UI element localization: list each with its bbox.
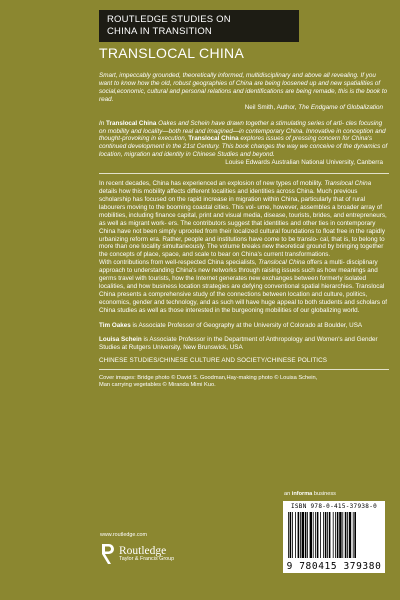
praise-quote-2: [99, 120, 389, 160]
description-paragraph-2: [99, 259, 389, 314]
series-banner: [99, 10, 299, 42]
author-bio-text: is Associate Professor in the Department of Anthropology and Women's and Gender Studies at Rutgers University, New Brunswick, USA: [99, 336, 378, 352]
informa-suffix: business: [312, 491, 336, 497]
description-book-title: Translocal China: [258, 259, 306, 267]
cover-credits-line-1: Cover images: Bridge photo © David S. Goodman,Hay-making photo © Louisa Schein,: [99, 375, 318, 382]
praise-quote-1: Smart, impeccably grounded, theoretically informed, multidisciplinary and above all revealing. If you want to know how the old, robust geographies of China are being loosened up and new spatialities of social,economic, cultural and personal relations and identifications are being remade, this is the book to read.: [99, 72, 388, 103]
routledge-r-icon: [100, 543, 115, 565]
author-bio-schein: [99, 336, 389, 352]
praise-attribution-2: Louise Edwards Australian National University, Canberra: [225, 159, 383, 167]
cover-credits-line-2: Man carrying vegetables © Miranda Mimi Kuo.: [99, 382, 216, 389]
attribution-book-title: The Endgame of Globalization: [298, 103, 383, 111]
publisher-url: www.routledge.com: [100, 532, 148, 538]
quote-text: Oakes and Schein have drawn together a stimulating series of arti- cles focusing on mobility and locality—both real and imagined—in contemporary China. Innovative in conception and thought-provoking in execution,: [99, 119, 386, 143]
series-line-2: CHINA IN TRANSITION: [107, 26, 212, 37]
barcode-icon: [288, 512, 380, 558]
description-paragraph-1: [99, 180, 389, 259]
isbn-barcode: [283, 501, 385, 573]
description-text: details how this mobility affects different localities and identities across China. Much previous scholarship has focused on the rapid increase in migration within China, particularly that of rural labourers moving to the booming coastal cities. This vol- ume, however, assembles a broader array of mobilities, including finance capital, print and visual media, disease, tourists, brides, and entrepreneurs, as well as migrant work- ers. The contributors suggest that identities and other ties in contemporary China have not been simply uprooted from their localized cultural foundations to float free in the rapidly urbanizing reform era. Rather, people and institutions have come to be translo- cal, that is, to belong to more than one locality simultaneously. The volume breaks new theoretical ground by bringing together the concepts of place, space, and scale to bear on China's current transformations.: [99, 188, 387, 259]
author-bio-oakes: [99, 322, 389, 330]
informa-business-label: [284, 491, 336, 497]
description-text: With contributions from well-respected China specialists,: [99, 259, 259, 267]
attribution-prefix: Neil Smith, Author,: [244, 103, 299, 111]
quote-text: explores issues of pressing concern for China's continued development in the 21st Century. This book changes the way we conceive of the dynamics of location, migration and identity in Chinese Studies and beyond.: [99, 135, 388, 159]
series-line-1: ROUTLEDGE STUDIES ON: [107, 14, 231, 25]
informa-brand: informa: [291, 491, 313, 497]
description-text: In recent decades, China has experienced an explosion of new types of mobility.: [99, 180, 325, 188]
publisher-tagline: Taylor & Francis Group: [119, 556, 175, 562]
divider: [99, 173, 389, 174]
quote-book-title: Translocal China: [106, 119, 157, 127]
divider: [99, 369, 389, 370]
back-cover-content: [99, 72, 389, 389]
publisher-name: Routledge: [119, 545, 167, 557]
barcode-digits: 9 780415 379380: [286, 561, 382, 572]
quote-book-title: Translocal China: [188, 135, 239, 143]
author-name: Louisa Schein: [99, 336, 142, 344]
isbn-number: ISBN 978-0-415-37938-0: [290, 503, 378, 510]
author-name: Tim Oakes: [99, 321, 131, 329]
book-title: TRANSLOCAL CHINA: [99, 45, 245, 61]
description-text: offers a multi- disciplinary approach to understanding China's new networks through raising issues such as how meanings and germs travel with tourists, how the Internet generates new exchanges between formerly isolated localities, and how business location strategies are defying conventional spatial hierarchies. Translocal China presents a comprehensive study of the connections between location and culture, politics, economics, gender and technology, and as such will have huge appeal to both students and scholars of China studies as well as those interested in the burgeoning mobilities of our globalizing world.: [99, 259, 387, 314]
informa-prefix: an: [284, 491, 292, 497]
author-bio-text: is Associate Professor of Geography at the University of Colorado at Boulder, USA: [130, 321, 363, 329]
description-book-title: Translocal China: [324, 180, 372, 188]
praise-attribution-1: [99, 104, 383, 112]
subject-categories: CHINESE STUDIES/CHINESE CULTURE AND SOCIETY/CHINESE POLITICS: [99, 357, 328, 365]
quote-text: In: [99, 119, 107, 127]
